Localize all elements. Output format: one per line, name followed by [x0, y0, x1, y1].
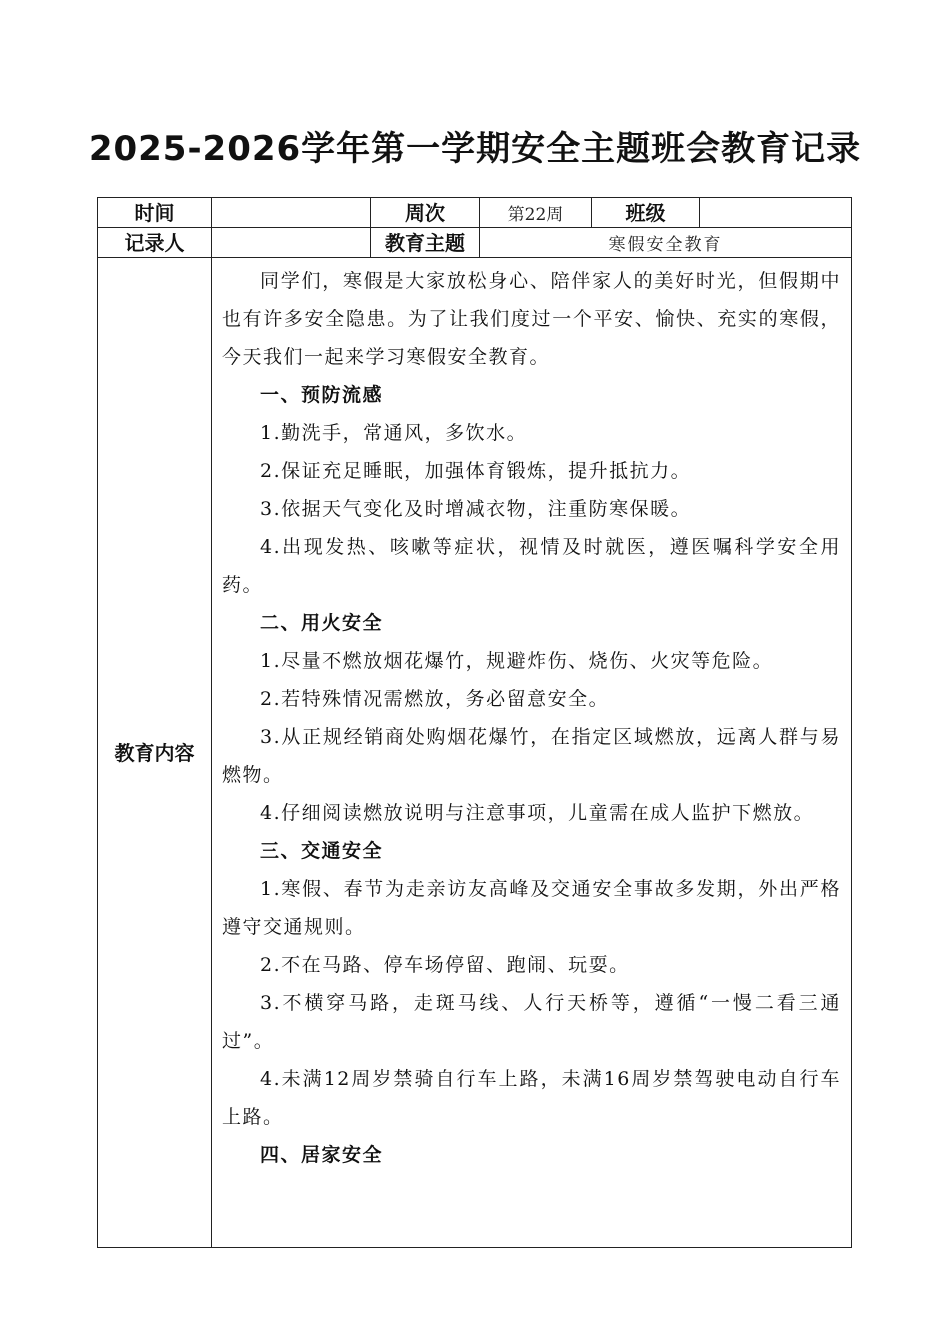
section-item: 3.不横穿马路，走斑马线、人行天桥等，遵循“一慢二看三通过”。: [222, 992, 841, 1052]
content-label: 教育内容: [98, 258, 212, 1248]
section-item: 2.若特殊情况需燃放，务必留意安全。: [260, 688, 610, 710]
section-heading: 一、预防流感: [260, 384, 384, 406]
content-body: [212, 258, 851, 1247]
section-item: 3.依据天气变化及时增减衣物，注重防寒保暖。: [260, 498, 692, 520]
section-item: 2.不在马路、停车场停留、跑闹、玩耍。: [260, 954, 630, 976]
section-heading: 三、交通安全: [260, 840, 384, 862]
theme-label: 教育主题: [371, 228, 480, 258]
recorder-value: [212, 228, 371, 258]
record-table: [97, 197, 852, 1248]
section-item: 1.尽量不燃放烟花爆竹，规避炸伤、烧伤、火灾等危险。: [260, 650, 774, 672]
section-item: 3.从正规经销商处购烟花爆竹，在指定区域燃放，远离人群与易燃物。: [222, 726, 841, 786]
theme-value: 寒假安全教育: [480, 228, 852, 258]
section-item: 4.出现发热、咳嗽等症状，视情及时就医，遵医嘱科学安全用药。: [222, 536, 841, 596]
class-value: [700, 198, 852, 228]
section-item: 1.寒假、春节为走亲访友高峰及交通安全事故多发期，外出严格遵守交通规则。: [222, 878, 841, 938]
section-heading: 四、居家安全: [260, 1144, 384, 1166]
time-value: [212, 198, 371, 228]
document-title: 2025-2026学年第一学期安全主题班会教育记录: [88, 129, 862, 169]
row-recorder: [98, 228, 852, 258]
section-heading: 二、用火安全: [260, 612, 384, 634]
row-content: [98, 258, 852, 1248]
class-label: 班级: [592, 198, 700, 228]
week-label: 周次: [371, 198, 480, 228]
section-item: 2.保证充足睡眠，加强体育锻炼，提升抵抗力。: [260, 460, 692, 482]
recorder-label: 记录人: [98, 228, 212, 258]
content-cell: [212, 258, 852, 1248]
section-item: 1.勤洗手，常通风，多饮水。: [260, 422, 528, 444]
section-item: 4.仔细阅读燃放说明与注意事项，儿童需在成人监护下燃放。: [260, 802, 815, 824]
time-label: 时间: [98, 198, 212, 228]
intro-paragraph: 同学们，寒假是大家放松身心、陪伴家人的美好时光，但假期中也有许多安全隐患。为了让我们度过一个平安、愉快、充实的寒假，今天我们一起来学习寒假安全教育。: [222, 270, 841, 368]
week-value: 第22周: [480, 198, 592, 228]
row-time: [98, 198, 852, 228]
section-item: 4.未满12周岁禁骑自行车上路，未满16周岁禁驾驶电动自行车上路。: [222, 1068, 841, 1128]
